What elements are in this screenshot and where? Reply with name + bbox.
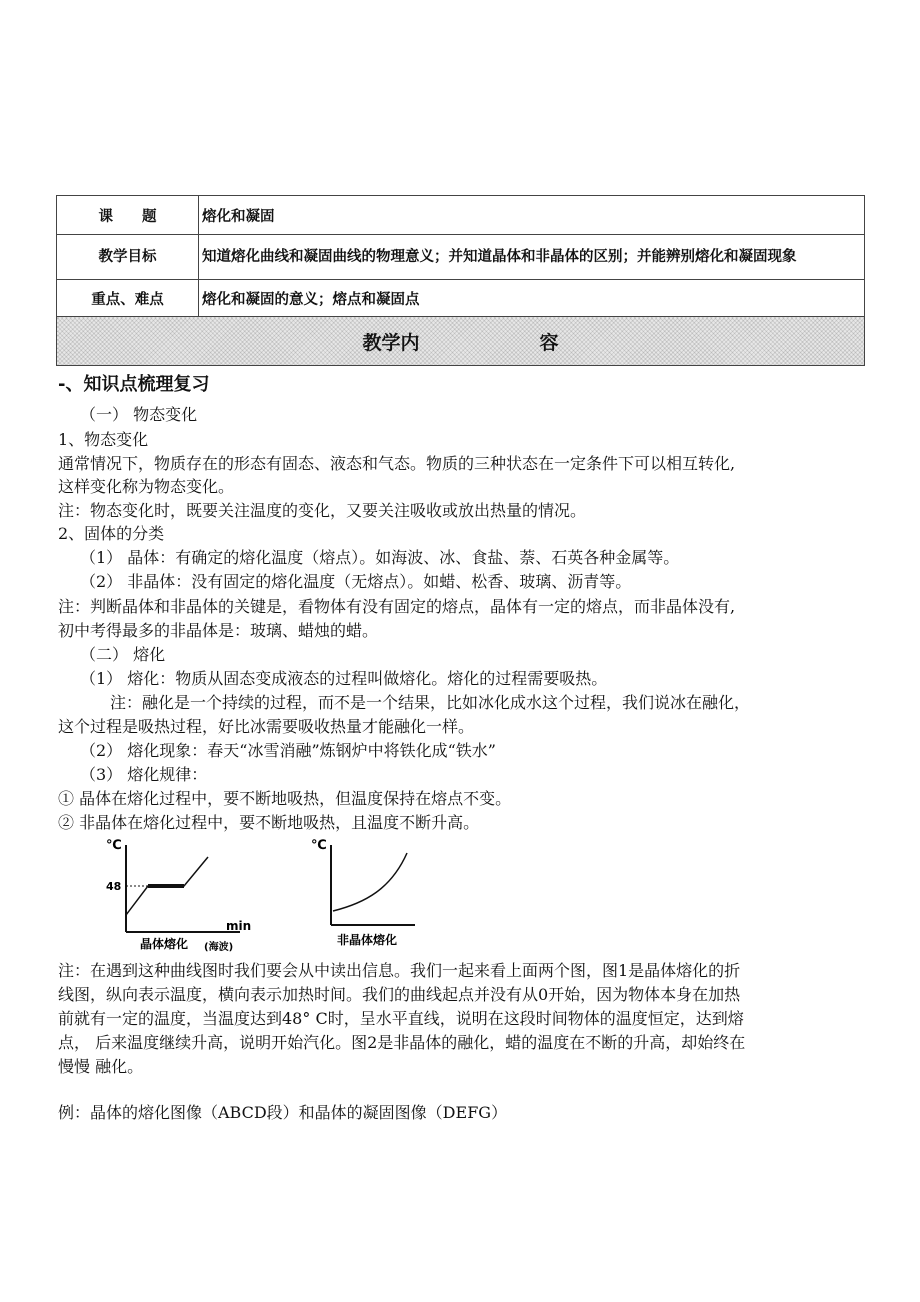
row-value: 熔化和凝固	[199, 196, 865, 235]
paragraph-title: 1、物态变化	[58, 430, 149, 449]
note-text: 注：物态变化时，既要关注温度的变化，又要关注吸收或放出热量的情况。	[58, 501, 587, 520]
figure-note: (海波)	[204, 942, 234, 953]
list-item: （1） 晶体：有确定的熔化温度（熔点）。如海波、冰、食盐、萘、石英各种金属等。	[80, 548, 680, 567]
paragraph-text: 这样变化称为物态变化。	[58, 477, 235, 496]
note-text: 线图，纵向表示温度，横向表示加热时间。我们的曲线起点并没有从0开始，因为物体本身在加热	[58, 985, 741, 1004]
paragraph-title: 2、固体的分类	[58, 524, 165, 543]
example-text: 例：晶体的熔化图像（ABCD段）和晶体的凝固图像（DEFG）	[58, 1103, 508, 1122]
y-axis-unit: ℃	[106, 838, 122, 853]
note-text: 这个过程是吸热过程，好比冰需要吸收热量才能融化一样。	[58, 717, 475, 736]
y-axis-unit: ℃	[311, 838, 327, 853]
melting-point-label: 48	[106, 880, 122, 893]
table-row	[57, 196, 865, 235]
subheading-melting: （二） 熔化	[80, 645, 166, 664]
heating-curve	[333, 853, 407, 911]
lesson-header-table	[56, 195, 865, 366]
table-row	[57, 317, 865, 366]
list-item: （2） 非晶体：没有固定的熔化温度（无熔点）。如蜡、松香、玻璃、沥青等。	[80, 572, 632, 591]
crystal-melting-graph	[100, 835, 290, 955]
note-text: 注：融化是一个持续的过程，而不是一个结果，比如冰化成水这个过程，我们说冰在融化，	[110, 693, 751, 712]
table-row	[57, 280, 865, 317]
subheading-state-change: （一） 物态变化	[80, 405, 198, 424]
amorphous-melting-graph	[305, 835, 425, 953]
note-text: 注：判断晶体和非晶体的关键是，看物体有没有固定的熔点，晶体有一定的熔点，而非晶体没有,	[58, 597, 736, 616]
note-text: 初中考得最多的非晶体是：玻璃、蜡烛的蜡。	[58, 621, 379, 640]
row-label: 重点、难点	[57, 280, 199, 317]
list-item: （1） 熔化：物质从固态变成液态的过程叫做熔化。熔化的过程需要吸热。	[80, 669, 608, 688]
row-value: 知道熔化曲线和凝固曲线的物理意义；并知道晶体和非晶体的区别；并能辨别熔化和凝固现象	[199, 235, 865, 280]
figure-caption: 晶体熔化	[140, 937, 189, 951]
teaching-content-banner	[57, 317, 865, 366]
figure-caption: 非晶体熔化	[337, 933, 398, 947]
table-row	[57, 235, 865, 280]
row-value: 熔化和凝固的意义；熔点和凝固点	[199, 280, 865, 317]
row-label: 课 题	[57, 196, 199, 235]
rule-item: ② 非晶体在熔化过程中，要不断地吸热，且温度不断升高。	[58, 813, 480, 832]
banner-text-part1: 教学内	[362, 331, 420, 354]
note-text: 前就有一定的温度，当温度达到48° C时，呈水平直线，说明在这段时间物体的温度恒定，达到熔	[58, 1009, 744, 1028]
note-text: 注：在遇到这种曲线图时我们要会从中读出信息。我们一起来看上面两个图，图1是晶体熔化的折	[58, 961, 741, 980]
banner-text-part2: 容	[539, 331, 559, 354]
row-label: 教学目标	[57, 235, 199, 280]
list-item: （3） 熔化规律：	[80, 765, 208, 784]
list-item: （2） 熔化现象：春天“冰雪消融”炼钢炉中将铁化成“铁水”	[80, 741, 496, 760]
rule-item: ① 晶体在熔化过程中，要不断地吸热，但温度保持在熔点不变。	[58, 789, 512, 808]
note-text: 点， 后来温度继续升高，说明开始汽化。图2是非晶体的融化，蜡的温度在不断的升高，却始终在	[58, 1033, 746, 1052]
x-axis-unit: min	[226, 919, 252, 933]
note-text: 慢慢 融化。	[58, 1057, 144, 1076]
section-title: -、知识点梳理复习	[58, 374, 210, 395]
paragraph-text: 通常情况下，物质存在的形态有固态、液态和气态。物质的三种状态在一定条件下可以相互转化,	[58, 454, 736, 473]
